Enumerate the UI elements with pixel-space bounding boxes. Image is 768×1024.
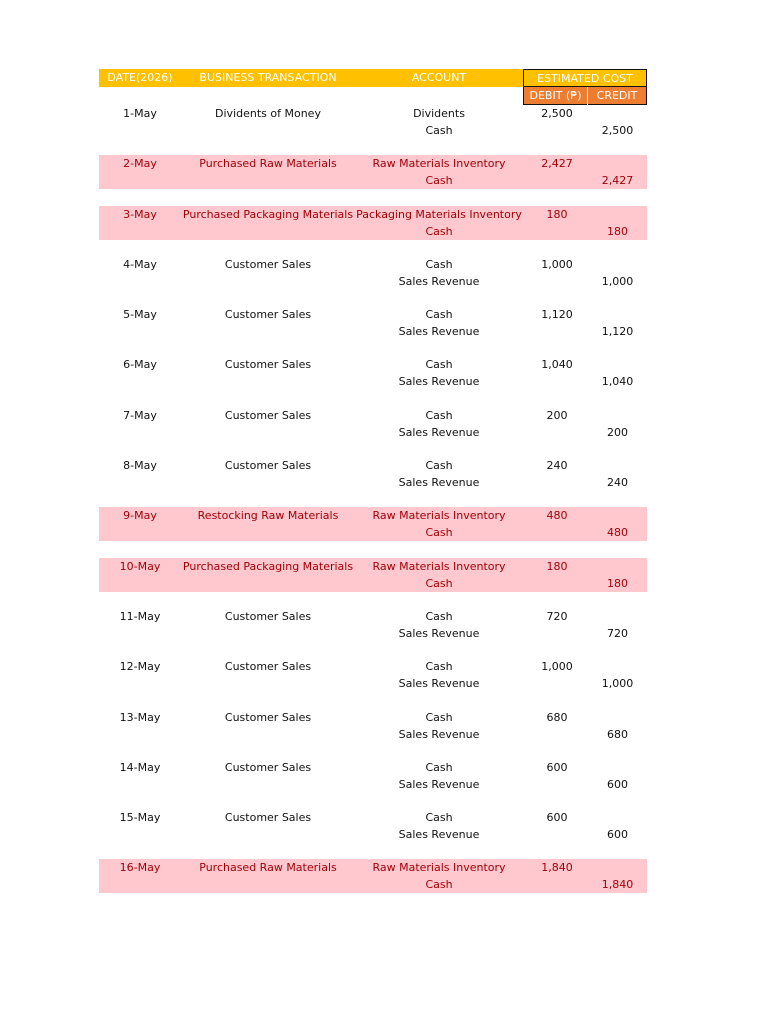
entry-debit-account: Cash — [425, 308, 453, 322]
journal-entry-row — [99, 658, 647, 692]
header-estimated-cost: ESTIMATED COST — [523, 69, 647, 87]
entry-debit-amount: 720 — [546, 609, 568, 623]
entry-credit-account: Cash — [425, 224, 453, 238]
entry-debit-amount: 1,000 — [541, 660, 573, 674]
entry-date: 14-May — [119, 760, 161, 774]
entry-debit-account: Cash — [425, 760, 453, 774]
entry-debit-amount: 180 — [546, 559, 568, 573]
entry-credit-account: Sales Revenue — [398, 476, 480, 490]
entry-transaction: Customer Sales — [224, 408, 312, 422]
entry-transaction: Customer Sales — [224, 660, 312, 674]
entry-debit-account: Cash — [425, 257, 453, 271]
journal-entry-row — [99, 306, 647, 340]
journal-entry-row — [99, 507, 647, 541]
entry-debit-account: Cash — [425, 609, 453, 623]
journal-entry-row — [99, 155, 647, 189]
journal-entry-row — [99, 809, 647, 843]
entry-credit-account: Sales Revenue — [398, 425, 480, 439]
entry-credit-amount: 180 — [607, 576, 628, 590]
entry-transaction: Purchased Raw Materials — [199, 861, 337, 875]
entry-date: 5-May — [123, 308, 157, 322]
entry-transaction: Purchased Packaging Materials — [182, 207, 354, 221]
entry-credit-account: Cash — [425, 124, 453, 137]
entry-credit-amount: 2,500 — [601, 124, 634, 137]
entry-credit-account: Sales Revenue — [398, 727, 480, 741]
journal-entry-row — [99, 558, 647, 592]
entry-debit-account: Raw Materials Inventory — [372, 861, 506, 875]
entry-credit-account: Cash — [425, 174, 453, 188]
journal-entry-row — [99, 709, 647, 743]
entry-transaction: Customer Sales — [224, 459, 312, 473]
entry-debit-account: Cash — [425, 408, 453, 422]
entry-credit-amount: 480 — [607, 526, 628, 540]
journal-entry-row — [99, 105, 647, 139]
entry-credit-amount: 720 — [607, 626, 628, 640]
entry-debit-amount: 680 — [546, 710, 568, 724]
journal-entry-row — [99, 256, 647, 290]
entry-credit-account: Cash — [425, 576, 453, 590]
entry-transaction: Dividents of Money — [215, 107, 321, 120]
entry-credit-amount: 1,000 — [601, 677, 634, 691]
entry-credit-amount: 680 — [607, 727, 628, 741]
journal-entry-row — [99, 407, 647, 441]
entry-debit-account: Cash — [425, 459, 453, 473]
entry-transaction: Customer Sales — [224, 710, 312, 724]
entry-date: 2-May — [123, 157, 157, 171]
journal-entry-row — [99, 608, 647, 642]
entry-date: 3-May — [123, 207, 157, 221]
entry-debit-account: Raw Materials Inventory — [372, 509, 506, 523]
entry-credit-amount: 600 — [607, 777, 628, 791]
entry-transaction: Customer Sales — [224, 358, 312, 372]
entry-date: 7-May — [123, 408, 157, 422]
header-date: DATE(2026) — [99, 69, 181, 87]
entry-credit-amount: 200 — [607, 425, 628, 439]
entry-debit-amount: 1,120 — [541, 308, 573, 322]
entry-credit-account: Sales Revenue — [398, 777, 480, 791]
journal-entry-row — [99, 457, 647, 491]
journal-sheet — [99, 69, 647, 910]
entry-credit-account: Cash — [425, 526, 453, 540]
entry-debit-account: Raw Materials Inventory — [372, 559, 506, 573]
entry-transaction: Restocking Raw Materials — [197, 509, 339, 523]
entry-credit-amount: 2,427 — [601, 174, 634, 188]
entry-transaction: Customer Sales — [224, 760, 312, 774]
entry-debit-amount: 600 — [546, 811, 568, 825]
entry-transaction: Customer Sales — [224, 257, 312, 271]
entry-credit-amount: 600 — [607, 828, 628, 842]
entry-credit-account: Cash — [425, 878, 453, 892]
entry-debit-account: Cash — [425, 811, 453, 825]
entry-date: 12-May — [119, 660, 161, 674]
entry-credit-amount: 180 — [607, 224, 628, 238]
entry-debit-amount: 1,040 — [541, 358, 573, 372]
entry-date: 16-May — [119, 861, 161, 875]
entry-debit-account: Dividents — [413, 107, 465, 120]
entry-debit-account: Cash — [425, 710, 453, 724]
entry-date: 10-May — [119, 559, 161, 573]
entry-debit-amount: 600 — [546, 760, 568, 774]
entry-date: 11-May — [119, 609, 161, 623]
header-credit: CREDIT (₱) — [588, 87, 647, 105]
entry-transaction: Customer Sales — [224, 811, 312, 825]
entry-debit-amount: 1,000 — [541, 257, 573, 271]
entry-date: 13-May — [119, 710, 161, 724]
journal-entry-row — [99, 759, 647, 793]
entry-credit-amount: 1,840 — [601, 878, 634, 892]
entry-debit-amount: 240 — [546, 459, 568, 473]
entry-debit-account: Packaging Materials Inventory — [356, 207, 522, 221]
entry-credit-account: Sales Revenue — [398, 677, 480, 691]
entry-credit-account: Sales Revenue — [398, 828, 480, 842]
entry-date: 8-May — [123, 459, 157, 473]
entry-date: 4-May — [123, 257, 157, 271]
header-transaction: BUSINESS TRANSACTION — [181, 69, 355, 87]
entry-transaction: Customer Sales — [224, 609, 312, 623]
entry-debit-amount: 200 — [546, 408, 568, 422]
header-debit: DEBIT (₱) — [523, 87, 587, 105]
entry-date: 1-May — [123, 107, 157, 120]
entry-debit-amount: 2,500 — [541, 107, 573, 120]
entry-debit-account: Raw Materials Inventory — [372, 157, 506, 171]
entry-debit-amount: 180 — [546, 207, 568, 221]
entry-credit-amount: 1,040 — [601, 375, 634, 389]
entry-debit-account: Cash — [425, 358, 453, 372]
journal-entries — [99, 105, 647, 893]
header-account: ACCOUNT — [355, 69, 523, 87]
entry-debit-account: Cash — [425, 660, 453, 674]
entry-transaction: Purchased Packaging Materials — [182, 559, 354, 573]
entry-transaction: Customer Sales — [224, 308, 312, 322]
entry-debit-amount: 2,427 — [541, 157, 573, 171]
journal-entry-row — [99, 356, 647, 390]
entry-date: 6-May — [123, 358, 157, 372]
entry-credit-amount: 1,120 — [601, 325, 634, 339]
journal-entry-row — [99, 859, 647, 893]
entry-debit-amount: 1,840 — [541, 861, 573, 875]
journal-entry-row — [99, 206, 647, 240]
entry-credit-amount: 1,000 — [601, 274, 634, 288]
entry-date: 15-May — [119, 811, 161, 825]
entry-date: 9-May — [123, 509, 157, 523]
entry-transaction: Purchased Raw Materials — [199, 157, 337, 171]
entry-credit-account: Sales Revenue — [398, 626, 480, 640]
entry-credit-amount: 240 — [607, 476, 628, 490]
entry-debit-amount: 480 — [546, 509, 568, 523]
entry-credit-account: Sales Revenue — [398, 274, 480, 288]
entry-credit-account: Sales Revenue — [398, 375, 480, 389]
entry-credit-account: Sales Revenue — [398, 325, 480, 339]
